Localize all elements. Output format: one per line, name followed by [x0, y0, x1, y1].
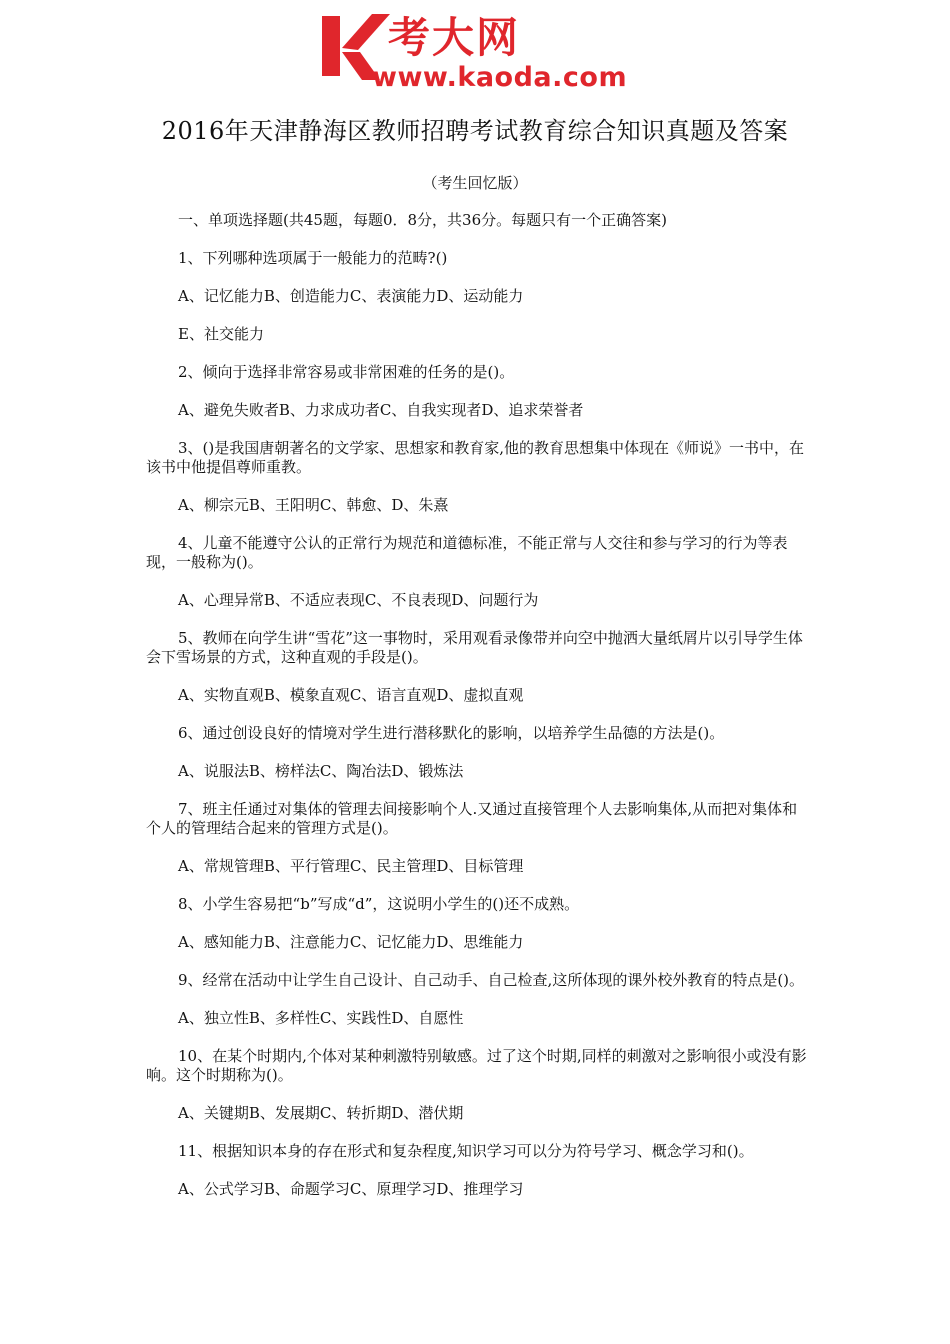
question-6: 6、通过创设良好的情境对学生进行潜移默化的影响，以培养学生品德的方法是()。: [178, 724, 725, 742]
question-4-options: A、心理异常B、不适应表现C、不良表现D、问题行为: [178, 591, 539, 609]
question-9: 9、经常在活动中让学生自己设计、自己动手、自己检查,这所体现的课外校外教育的特点是()。: [178, 971, 805, 989]
question-8-options: A、感知能力B、注意能力C、记忆能力D、思维能力: [178, 933, 524, 951]
question-7: 7、班主任通过对集体的管理去间接影响个人.又通过直接管理个人去影响集体,从而把对集体和个人的管理结合起来的管理方式是()。: [146, 800, 798, 837]
question-4: 4、儿童不能遵守公认的正常行为规范和道德标准，不能正常与人交往和参与学习的行为等表现，一般称为()。: [146, 534, 788, 571]
section-heading: 一、单项选择题(共45题，每题0．8分，共36分。每题只有一个正确答案): [178, 211, 667, 229]
document-subtitle: （考生回忆版）: [422, 174, 528, 192]
question-10-options: A、关键期B、发展期C、转折期D、潜伏期: [178, 1104, 464, 1122]
question-2-options: A、避免失败者B、力求成功者C、自我实现者D、追求荣誉者: [178, 401, 584, 419]
document-title: 2016年天津静海区教师招聘考试教育综合知识真题及答案: [161, 117, 789, 145]
question-1-options: A、记忆能力B、创造能力C、表演能力D、运动能力: [178, 287, 524, 305]
question-9-options: A、独立性B、多样性C、实践性D、自愿性: [178, 1009, 464, 1027]
question-1: 1、下列哪种选项属于一般能力的范畴?(): [178, 249, 448, 267]
logo-brand-name: 考大网: [388, 13, 521, 62]
kaoda-logo[interactable]: [320, 12, 640, 92]
question-7-options: A、常规管理B、平行管理C、民主管理D、目标管理: [178, 857, 524, 875]
question-2: 2、倾向于选择非常容易或非常困难的任务的是()。: [178, 363, 515, 381]
question-1-option-e: E、社交能力: [178, 325, 264, 343]
question-3: 3、()是我国唐朝著名的文学家、思想家和教育家,他的教育思想集中体现在《师说》一书中，在该书中他提倡尊师重教。: [146, 439, 805, 476]
question-11-options: A、公式学习B、命题学习C、原理学习D、推理学习: [178, 1180, 524, 1198]
question-8: 8、小学生容易把“b”写成“d”，这说明小学生的()还不成熟。: [178, 895, 580, 913]
logo-url[interactable]: www.kaoda.com: [372, 62, 628, 93]
question-3-options: A、柳宗元B、王阳明C、韩愈、D、朱熹: [178, 496, 449, 514]
document-body: [146, 211, 808, 1218]
question-6-options: A、说服法B、榜样法C、陶冶法D、锻炼法: [178, 762, 464, 780]
question-10: 10、在某个时期内,个体对某种刺激特别敏感。过了这个时期,同样的刺激对之影响很小或没有影响。这个时期称为()。: [146, 1047, 807, 1084]
question-5-options: A、实物直观B、模象直观C、语言直观D、虚拟直观: [178, 686, 524, 704]
question-5: 5、教师在向学生讲“雪花”这一事物时，采用观看录像带并向空中抛洒大量纸屑片以引导学生体会下雪场景的方式，这种直观的手段是()。: [146, 629, 803, 666]
question-11: 11、根据知识本身的存在形式和复杂程度,知识学习可以分为符号学习、概念学习和()。: [178, 1142, 754, 1160]
